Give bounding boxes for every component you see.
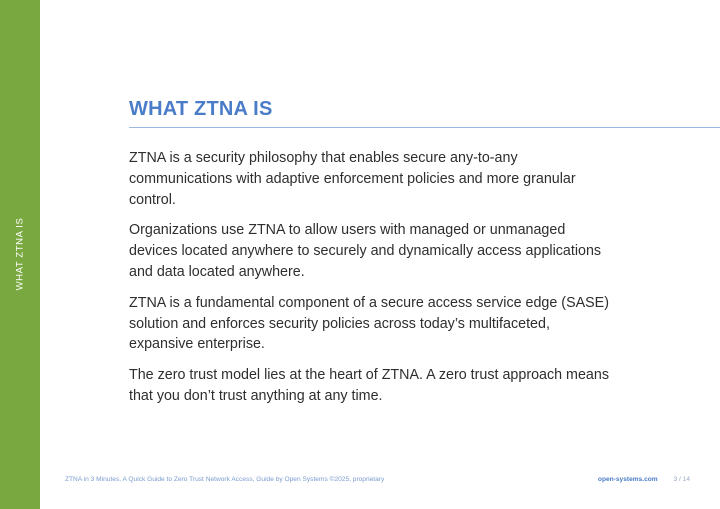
page-title: WHAT ZTNA IS [129, 98, 273, 120]
page-number: 3 / 14 [673, 476, 690, 483]
body-text [129, 148, 609, 417]
sidebar [0, 0, 40, 509]
title-divider [129, 127, 720, 128]
footer-caption: ZTNA in 3 Minutes, A Quick Guide to Zero Trust Network Access, Guide by Open Systems ©2025, proprietary [65, 476, 385, 483]
footer-right [598, 474, 690, 486]
footer-site-link[interactable]: open-systems.com [597, 476, 658, 483]
paragraph: ZTNA is a security philosophy that enables secure any-to-any communications with adaptive enforcement policies and more granular control. [129, 150, 576, 208]
footer [65, 474, 690, 486]
paragraph: ZTNA is a fundamental component of a secure access service edge (SASE) solution and enforces security policies across today’s multifaceted, expansive enterprise. [129, 294, 609, 353]
paragraph: Organizations use ZTNA to allow users with managed or unmanaged devices located anywhere to securely and dynamically access applications and data located anywhere. [129, 222, 602, 280]
paragraph: The zero trust model lies at the heart of ZTNA. A zero trust approach means that you don’t trust anything at any time. [129, 367, 609, 404]
sidebar-section-label: WHAT ZTNA IS [14, 217, 26, 291]
